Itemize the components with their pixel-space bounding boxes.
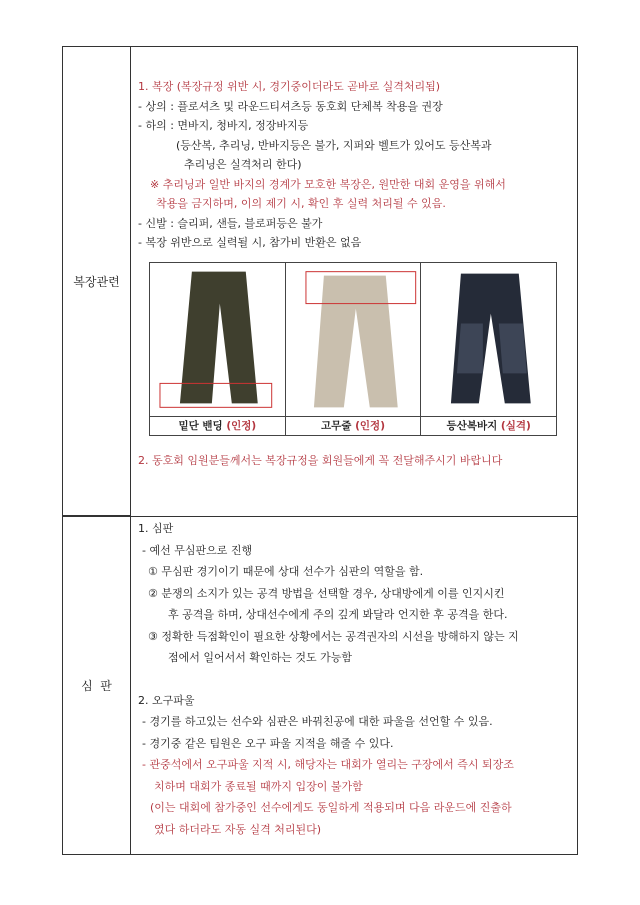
foul-rule: - 관중석에서 오구파울 지적 시, 해당자는 대회가 열리는 구장에서 즉시 퇴장조 [142, 758, 514, 771]
referee-item: ① 무심판 경기이기 때문에 상대 선수가 심판의 역할을 함. [148, 565, 424, 578]
pants-examples [149, 262, 557, 436]
referee-section [138, 518, 571, 840]
referee-item: 후 공격을 하며, 상대선수에게 주의 깊게 봐달라 언지한 후 공격을 한다. [168, 608, 508, 621]
dress-section [138, 77, 571, 253]
dress-bottom-note: 추리닝은 실격처리 한다) [184, 158, 302, 171]
foul-rule: 치하며 대회가 종료될 때까지 입장이 불가함 [154, 779, 363, 793]
foul-rule: 였다 하더라도 자동 실격 처리된다) [154, 822, 322, 836]
dress-warning: 착용을 금지하며, 이의 제기 시, 확인 후 실력 처리될 수 있음. [156, 197, 446, 210]
dress-top: - 상의 : 플로셔츠 및 라운드티셔츠등 동호회 단체복 착용을 권장 [138, 99, 443, 113]
dress-warning: ※ 추리닝과 일반 바지의 경계가 모호한 복장은, 원만한 대회 운영을 위해서 [150, 177, 506, 191]
foul-rule: - 경기를 하고있는 선수와 심판은 바꿔친공에 대한 파울을 선언할 수 있음. [142, 715, 493, 728]
pants-caption: 등산복바지 (실격) [421, 416, 556, 435]
referee-prelim: - 예선 무심판으로 진행 [142, 543, 253, 557]
pants-caption: 고무줄 (인정) [286, 416, 421, 435]
referee-heading: 1. 심판 [138, 522, 174, 535]
pants-example [150, 263, 286, 435]
foul-heading: 2. 오구파울 [138, 693, 195, 707]
dress-shoes: - 신발 : 슬리퍼, 샌들, 블로퍼등은 불가 [138, 216, 323, 230]
pants-example [286, 263, 422, 435]
dress-notice: 2. 동호회 임원분들께서는 복장규정을 회원들에게 꼭 전달해주시기 바랍니다 [138, 454, 503, 467]
row-label-dress: 복장관련 [63, 47, 131, 516]
referee-item: ③ 정확한 득점확인이 필요한 상황에서는 공격권자의 시선을 방해하지 않는 지 [148, 629, 519, 643]
pants-image [286, 263, 421, 416]
referee-item: 점에서 일어서서 확인하는 것도 가능함 [168, 651, 353, 664]
dress-bottom-note: (등산복, 추리닝, 반바지등은 불가, 지퍼와 벨트가 있어도 등산복과 [176, 138, 492, 152]
dress-refund: - 복장 위반으로 실력될 시, 참가비 반환은 없음 [138, 236, 362, 249]
row-divider [63, 516, 577, 517]
row-label-referee: 심 판 [63, 516, 131, 854]
rules-table [62, 46, 578, 855]
pants-caption: 밑단 밴딩 (인정) [150, 416, 285, 435]
foul-rule: - 경기중 같은 팀원은 오구 파울 지적을 해줄 수 있다. [142, 736, 394, 750]
pants-image [421, 263, 556, 416]
pants-example [421, 263, 556, 435]
dress-heading: 1. 복장 (복장규정 위반 시, 경기중이더라도 곧바로 실격처리됨) [138, 80, 441, 93]
dress-bottom: - 하의 : 면바지, 청바지, 정장바지등 [138, 119, 309, 132]
referee-item: ② 분쟁의 소지가 있는 공격 방법을 선택할 경우, 상대방에게 이를 인지시킨 [148, 586, 505, 600]
pants-image [150, 263, 285, 416]
foul-rule: (이는 대회에 참가중인 선수에게도 동일하게 적용되며 다음 라운드에 진출하 [150, 801, 512, 814]
